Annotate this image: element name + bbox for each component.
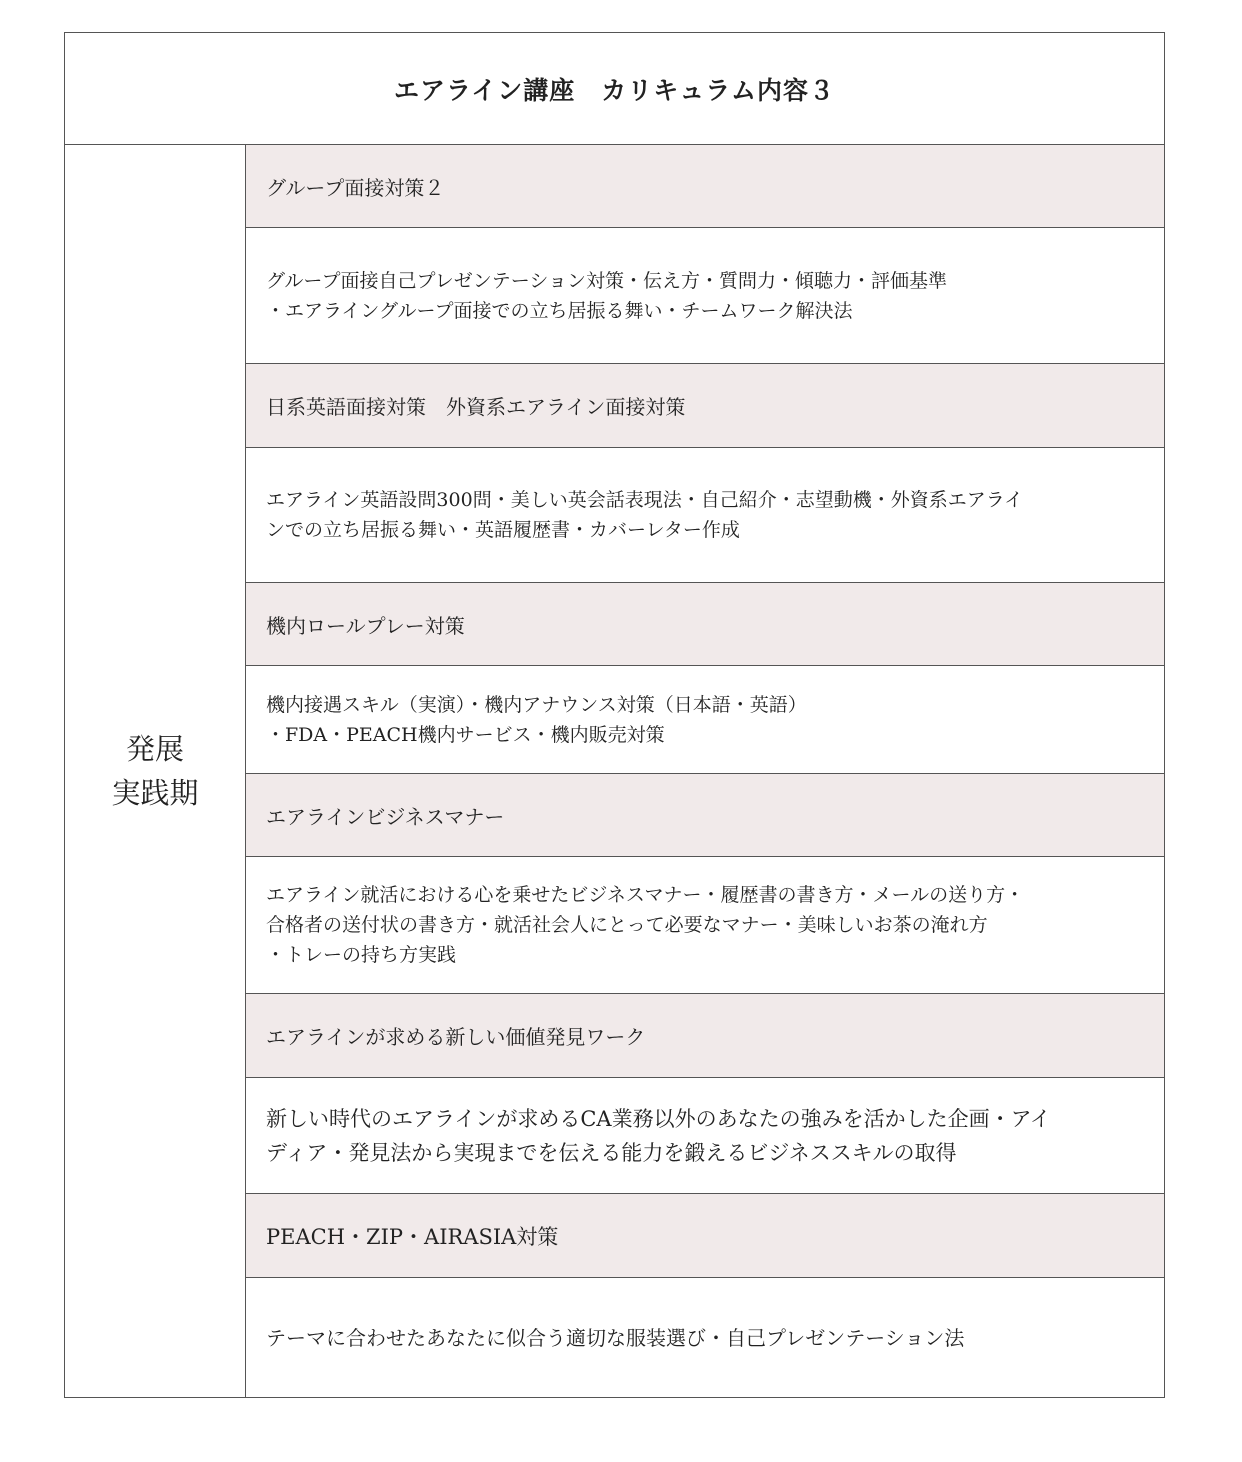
section-body-line: グループ面接自己プレゼンテーション対策・伝え方・質問力・傾聴力・評価基準	[266, 269, 947, 292]
table-title: エアライン講座 カリキュラム内容３	[65, 33, 1164, 145]
section-heading-text: 機内ロールプレー対策	[266, 613, 465, 638]
section-body-line: 合格者の送付状の書き方・就活社会人にとって必要なマナー・美味しいお茶の淹れ方	[266, 914, 988, 936]
section-heading-text: PEACH・ZIP・AIRASIA対策	[266, 1224, 559, 1249]
section-body-line: ・トレーの持ち方実践	[266, 944, 457, 966]
section-body-value-discovery	[246, 1078, 1164, 1194]
section-body-line: ・エアライングループ面接での立ち居振る舞い・チームワーク解決法	[266, 299, 853, 322]
section-body-line: エアライン英語設問300問・美しい英会話表現法・自己紹介・志望動機・外資系エアライ	[266, 489, 1024, 511]
period-label-line2: 実践期	[111, 776, 199, 810]
curriculum-table	[64, 32, 1165, 1398]
section-body-english-interview	[246, 448, 1164, 583]
section-heading-text: エアラインが求める新しい価値発見ワーク	[266, 1025, 646, 1049]
section-heading-lcc	[246, 1194, 1164, 1278]
section-body-group-interview	[246, 228, 1164, 364]
section-body-business-manner	[246, 857, 1164, 994]
section-heading-text: 日系英語面接対策 外資系エアライン面接対策	[266, 395, 686, 419]
section-heading-text: エアラインビジネスマナー	[266, 804, 505, 829]
section-heading-value-discovery	[246, 994, 1164, 1078]
section-body-roleplay	[246, 666, 1164, 774]
section-body-line: テーマに合わせたあなたに似合う適切な服装選び・自己プレゼンテーション法	[266, 1325, 965, 1350]
period-label-line1: 発展	[125, 732, 184, 766]
section-body-line: 機内接遇スキル（実演）・機内アナウンス対策（日本語・英語）	[266, 693, 807, 716]
section-body-line: エアライン就活における心を乗せたビジネスマナー・履歴書の書き方・メールの送り方・	[266, 884, 1025, 906]
section-heading-text: グループ面接対策２	[266, 175, 445, 200]
section-body-lcc	[246, 1278, 1164, 1397]
section-body-line: ディア・発見法から実現までを伝える能力を鍛えるビジネススキルの取得	[266, 1140, 957, 1165]
section-body-line: 新しい時代のエアラインが求めるCA業務以外のあなたの強みを活かした企画・アイ	[266, 1106, 1051, 1131]
section-heading-roleplay	[246, 583, 1164, 666]
period-label	[65, 145, 246, 1397]
section-body-line: ・FDA・PEACH機内サービス・機内販売対策	[266, 723, 665, 746]
section-heading-group-interview	[246, 145, 1164, 228]
section-heading-english-interview	[246, 364, 1164, 448]
section-body-line: ンでの立ち居振る舞い・英語履歴書・カバーレター作成	[266, 519, 740, 541]
section-heading-business-manner	[246, 774, 1164, 857]
